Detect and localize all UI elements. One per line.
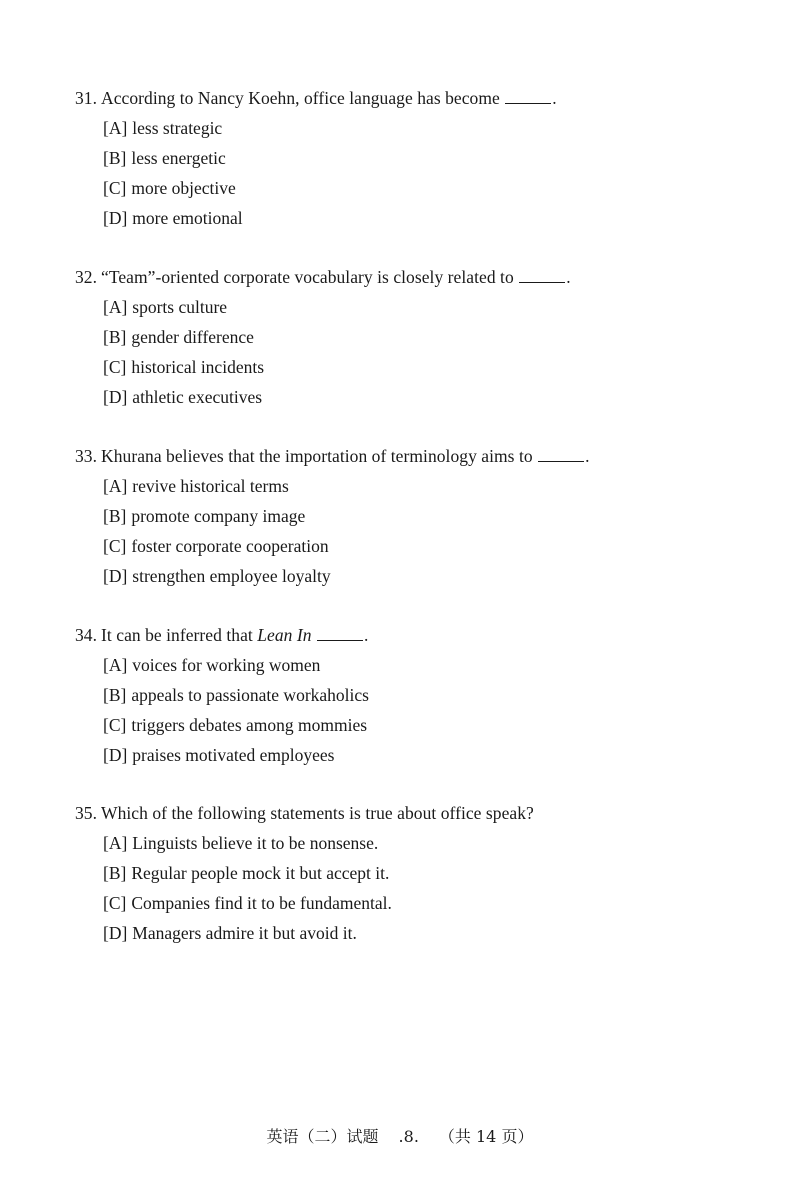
question-stem: [75, 262, 755, 292]
option-letter: [C]: [103, 536, 127, 556]
stem-end: .: [585, 446, 590, 466]
option-letter: [B]: [103, 685, 127, 705]
option-text: voices for working women: [132, 655, 321, 675]
option-text: promote company image: [131, 506, 306, 526]
option-text: appeals to passionate workaholics: [131, 685, 369, 705]
option-b: [103, 680, 755, 710]
question-number: 34.: [75, 625, 98, 645]
option-b: [103, 501, 755, 531]
option-text: sports culture: [132, 297, 228, 317]
question-number: 33.: [75, 446, 98, 466]
question-stem: [75, 620, 755, 650]
question-number: 32.: [75, 267, 98, 287]
stem-text: It can be inferred that: [101, 625, 258, 645]
page-footer: [0, 1124, 800, 1150]
option-a: [103, 292, 755, 322]
stem-text: Khurana believes that the importation of terminology aims to: [101, 446, 533, 466]
option-letter: [A]: [103, 297, 128, 317]
option-a: [103, 650, 755, 680]
option-text: Managers admire it but avoid it.: [132, 923, 357, 943]
footer-subject: 英语（二）试题: [266, 1127, 379, 1146]
question-32: [75, 262, 755, 412]
answer-blank: [505, 89, 551, 104]
option-a: [103, 471, 755, 501]
option-text: athletic executives: [132, 387, 263, 407]
option-letter: [A]: [103, 118, 128, 138]
option-list: [103, 828, 755, 948]
option-text: praises motivated employees: [132, 745, 335, 765]
question-stem: [75, 83, 755, 113]
option-b: [103, 858, 755, 888]
option-c: [103, 352, 755, 382]
option-d: [103, 382, 755, 412]
question-31: [75, 83, 755, 233]
stem-end: .: [552, 88, 557, 108]
footer-total-pages: （共 14 页）: [438, 1127, 534, 1146]
option-letter: [B]: [103, 327, 127, 347]
option-letter: [A]: [103, 833, 128, 853]
option-letter: [A]: [103, 655, 128, 675]
option-letter: [C]: [103, 893, 127, 913]
option-text: less energetic: [131, 148, 226, 168]
option-d: [103, 561, 755, 591]
stem-end: .: [566, 267, 571, 287]
option-letter: [D]: [103, 208, 128, 228]
option-text: Linguists believe it to be nonsense.: [132, 833, 379, 853]
option-list: [103, 113, 755, 233]
option-list: [103, 471, 755, 591]
option-text: Regular people mock it but accept it.: [131, 863, 390, 883]
option-a: [103, 113, 755, 143]
book-title: Lean In: [257, 625, 312, 645]
option-list: [103, 650, 755, 770]
option-d: [103, 918, 755, 948]
option-text: less strategic: [132, 118, 223, 138]
option-b: [103, 322, 755, 352]
option-text: more emotional: [132, 208, 243, 228]
option-letter: [C]: [103, 178, 127, 198]
option-c: [103, 888, 755, 918]
answer-blank: [317, 626, 363, 641]
option-c: [103, 173, 755, 203]
option-letter: [D]: [103, 566, 128, 586]
option-list: [103, 292, 755, 412]
option-c: [103, 710, 755, 740]
question-33: [75, 441, 755, 591]
question-number: 31.: [75, 88, 98, 108]
option-text: historical incidents: [131, 357, 265, 377]
stem-end: .: [363, 625, 369, 645]
option-text: more objective: [131, 178, 236, 198]
option-c: [103, 531, 755, 561]
option-letter: [B]: [103, 863, 127, 883]
option-text: Companies find it to be fundamental.: [131, 893, 392, 913]
option-letter: [D]: [103, 745, 128, 765]
question-number: 35.: [75, 803, 98, 823]
question-stem: [75, 798, 755, 828]
stem-text: Which of the following statements is true about office speak?: [101, 803, 534, 823]
question-34: [75, 620, 755, 770]
option-b: [103, 143, 755, 173]
stem-text: According to Nancy Koehn, office language has become: [101, 88, 500, 108]
option-text: strengthen employee loyalty: [132, 566, 331, 586]
question-35: [75, 798, 755, 948]
option-letter: [C]: [103, 357, 127, 377]
option-a: [103, 828, 755, 858]
option-letter: [B]: [103, 148, 127, 168]
option-text: gender difference: [131, 327, 254, 347]
answer-blank: [519, 268, 565, 283]
option-letter: [A]: [103, 476, 128, 496]
option-letter: [C]: [103, 715, 127, 735]
option-letter: [B]: [103, 506, 127, 526]
option-text: revive historical terms: [132, 476, 289, 496]
answer-blank: [538, 447, 584, 462]
option-text: triggers debates among mommies: [131, 715, 368, 735]
question-stem: [75, 441, 755, 471]
option-d: [103, 203, 755, 233]
option-text: foster corporate cooperation: [131, 536, 329, 556]
footer-page-number: .8.: [398, 1127, 419, 1146]
option-letter: [D]: [103, 923, 128, 943]
option-d: [103, 740, 755, 770]
stem-text: “Team”-oriented corporate vocabulary is closely related to: [101, 267, 514, 287]
option-letter: [D]: [103, 387, 128, 407]
